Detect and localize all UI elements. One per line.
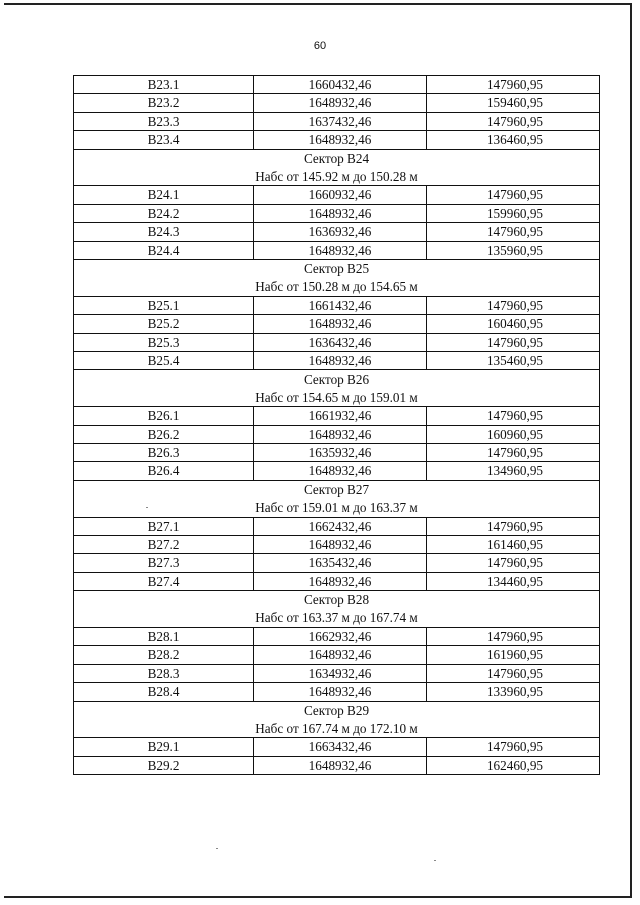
point-id-cell: B23.1: [74, 76, 254, 94]
sector-heading: Сектор B24: [74, 149, 600, 167]
x-coordinate-cell: 1635932,46: [254, 444, 427, 462]
point-id-cell: B25.3: [74, 333, 254, 351]
height-range-text: Набс от 167.74 м до 172.10 м: [74, 720, 600, 738]
y-coordinate-cell: 147960,95: [427, 628, 600, 646]
point-id-cell: B28.3: [74, 664, 254, 682]
point-id-cell: B26.3: [74, 444, 254, 462]
point-id-cell: B24.1: [74, 186, 254, 204]
table-row: [74, 628, 600, 646]
y-coordinate-cell: 147960,95: [427, 664, 600, 682]
sector-heading-row: [74, 480, 600, 498]
height-range-row: [74, 499, 600, 517]
height-range-row: [74, 720, 600, 738]
point-id-cell: B26.2: [74, 425, 254, 443]
sector-heading-row: [74, 370, 600, 388]
point-id-cell: B23.3: [74, 112, 254, 130]
y-coordinate-cell: 133960,95: [427, 683, 600, 701]
height-range-row: [74, 278, 600, 296]
sector-heading-row: [74, 149, 600, 167]
sector-heading-row: [74, 591, 600, 609]
x-coordinate-cell: 1648932,46: [254, 572, 427, 590]
table-row: [74, 296, 600, 314]
height-range-text: Набс от 154.65 м до 159.01 м: [74, 388, 600, 406]
y-coordinate-cell: 160960,95: [427, 425, 600, 443]
page-number: 60: [313, 40, 327, 52]
table-row: [74, 112, 600, 130]
point-id-cell: B25.4: [74, 352, 254, 370]
x-coordinate-cell: 1648932,46: [254, 462, 427, 480]
point-id-cell: B27.4: [74, 572, 254, 590]
x-coordinate-cell: 1648932,46: [254, 94, 427, 112]
y-coordinate-cell: 162460,95: [427, 756, 600, 774]
point-id-cell: B28.4: [74, 683, 254, 701]
scan-speck: [434, 860, 436, 861]
y-coordinate-cell: 147960,95: [427, 223, 600, 241]
table-row: [74, 333, 600, 351]
height-range-text: Набс от 163.37 м до 167.74 м: [74, 609, 600, 627]
height-range-row: [74, 609, 600, 627]
table-row: [74, 223, 600, 241]
table-row: [74, 204, 600, 222]
y-coordinate-cell: 136460,95: [427, 131, 600, 149]
point-id-cell: B27.2: [74, 536, 254, 554]
y-coordinate-cell: 147960,95: [427, 296, 600, 314]
y-coordinate-cell: 135960,95: [427, 241, 600, 259]
x-coordinate-cell: 1648932,46: [254, 683, 427, 701]
y-coordinate-cell: 161460,95: [427, 536, 600, 554]
y-coordinate-cell: 147960,95: [427, 554, 600, 572]
sector-heading: Сектор B25: [74, 260, 600, 278]
table-row: [74, 352, 600, 370]
x-coordinate-cell: 1648932,46: [254, 315, 427, 333]
y-coordinate-cell: 161960,95: [427, 646, 600, 664]
height-range-text: Набс от 145.92 м до 150.28 м: [74, 168, 600, 186]
y-coordinate-cell: 134960,95: [427, 462, 600, 480]
x-coordinate-cell: 1648932,46: [254, 241, 427, 259]
x-coordinate-cell: 1661932,46: [254, 407, 427, 425]
sector-heading: Сектор B26: [74, 370, 600, 388]
table-row: [74, 554, 600, 572]
height-range-row: [74, 388, 600, 406]
x-coordinate-cell: 1648932,46: [254, 536, 427, 554]
table-row: [74, 241, 600, 259]
x-coordinate-cell: 1648932,46: [254, 204, 427, 222]
x-coordinate-cell: 1648932,46: [254, 425, 427, 443]
y-coordinate-cell: 134460,95: [427, 572, 600, 590]
x-coordinate-cell: 1648932,46: [254, 352, 427, 370]
y-coordinate-cell: 147960,95: [427, 333, 600, 351]
y-coordinate-cell: 147960,95: [427, 444, 600, 462]
y-coordinate-cell: 147960,95: [427, 407, 600, 425]
point-id-cell: B28.2: [74, 646, 254, 664]
x-coordinate-cell: 1661432,46: [254, 296, 427, 314]
sector-heading: Сектор B29: [74, 701, 600, 719]
coordinates-table-body: [74, 76, 600, 775]
table-row: [74, 517, 600, 535]
x-coordinate-cell: 1648932,46: [254, 131, 427, 149]
sector-heading: Сектор B27: [74, 480, 600, 498]
table-row: [74, 683, 600, 701]
x-coordinate-cell: 1662432,46: [254, 517, 427, 535]
table-row: [74, 76, 600, 94]
table-row: [74, 131, 600, 149]
table-row: [74, 646, 600, 664]
point-id-cell: B26.4: [74, 462, 254, 480]
y-coordinate-cell: 147960,95: [427, 738, 600, 756]
sector-heading: Сектор B28: [74, 591, 600, 609]
x-coordinate-cell: 1648932,46: [254, 756, 427, 774]
point-id-cell: B25.1: [74, 296, 254, 314]
table-row: [74, 738, 600, 756]
x-coordinate-cell: 1660432,46: [254, 76, 427, 94]
y-coordinate-cell: 159960,95: [427, 204, 600, 222]
scan-speck: [216, 848, 218, 849]
x-coordinate-cell: 1637432,46: [254, 112, 427, 130]
y-coordinate-cell: 135460,95: [427, 352, 600, 370]
y-coordinate-cell: 147960,95: [427, 517, 600, 535]
height-range-text: Набс от 159.01 м до 163.37 м: [74, 499, 600, 517]
point-id-cell: B24.4: [74, 241, 254, 259]
point-id-cell: B29.2: [74, 756, 254, 774]
x-coordinate-cell: 1648932,46: [254, 646, 427, 664]
table-row: [74, 94, 600, 112]
table-row: [74, 572, 600, 590]
table-row: [74, 664, 600, 682]
x-coordinate-cell: 1662932,46: [254, 628, 427, 646]
height-range-row: [74, 168, 600, 186]
point-id-cell: B24.2: [74, 204, 254, 222]
sector-heading-row: [74, 701, 600, 719]
x-coordinate-cell: 1660932,46: [254, 186, 427, 204]
x-coordinate-cell: 1663432,46: [254, 738, 427, 756]
y-coordinate-cell: 147960,95: [427, 76, 600, 94]
point-id-cell: B26.1: [74, 407, 254, 425]
point-id-cell: B24.3: [74, 223, 254, 241]
table-row: [74, 756, 600, 774]
y-coordinate-cell: 147960,95: [427, 112, 600, 130]
point-id-cell: B25.2: [74, 315, 254, 333]
table-row: [74, 425, 600, 443]
point-id-cell: B29.1: [74, 738, 254, 756]
point-id-cell: B27.3: [74, 554, 254, 572]
y-coordinate-cell: 159460,95: [427, 94, 600, 112]
point-id-cell: B28.1: [74, 628, 254, 646]
scan-speck: [146, 507, 148, 508]
y-coordinate-cell: 160460,95: [427, 315, 600, 333]
table-row: [74, 462, 600, 480]
x-coordinate-cell: 1636432,46: [254, 333, 427, 351]
coordinates-table: [73, 75, 600, 775]
y-coordinate-cell: 147960,95: [427, 186, 600, 204]
table-row: [74, 444, 600, 462]
x-coordinate-cell: 1634932,46: [254, 664, 427, 682]
point-id-cell: B27.1: [74, 517, 254, 535]
x-coordinate-cell: 1635432,46: [254, 554, 427, 572]
table-row: [74, 407, 600, 425]
x-coordinate-cell: 1636932,46: [254, 223, 427, 241]
point-id-cell: B23.2: [74, 94, 254, 112]
height-range-text: Набс от 150.28 м до 154.65 м: [74, 278, 600, 296]
point-id-cell: B23.4: [74, 131, 254, 149]
table-row: [74, 536, 600, 554]
table-row: [74, 315, 600, 333]
table-row: [74, 186, 600, 204]
sector-heading-row: [74, 260, 600, 278]
